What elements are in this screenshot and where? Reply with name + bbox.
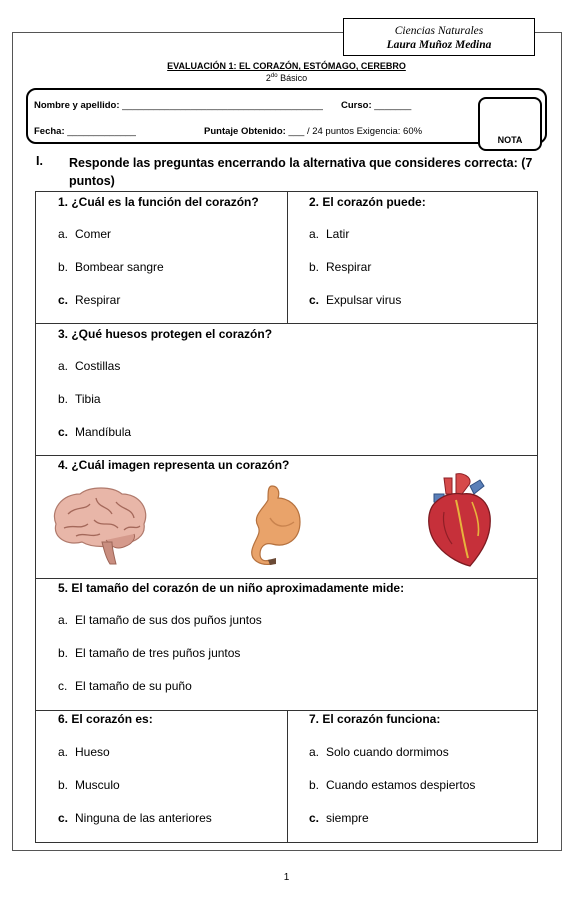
date-line[interactable] [34, 126, 136, 137]
question-1: 1. ¿Cuál es la función del corazón? [58, 195, 259, 209]
name-label: Nombre y apellido: [34, 100, 120, 111]
question-4: 4. ¿Cuál imagen representa un corazón? [58, 458, 290, 472]
question-7: 7. El corazón funciona: [309, 712, 441, 726]
option-5a[interactable]: a. El tamaño de sus dos puños juntos [58, 613, 262, 627]
section-instruction: Responde las preguntas encerrando la alternativa que consideres correcta: (7 puntos) [69, 156, 533, 188]
option-2c[interactable]: c. Expulsar virus [309, 293, 402, 307]
column-divider [287, 192, 288, 323]
row-divider [36, 323, 537, 324]
question-6: 6. El corazón es: [58, 712, 153, 726]
course-blank[interactable]: _______ [371, 100, 412, 111]
student-info-box [26, 88, 547, 144]
option-2a[interactable]: a. Latir [309, 227, 350, 241]
exigencia-value: : 60% [397, 126, 423, 137]
page-number: 1 [283, 872, 290, 883]
brain-icon[interactable] [46, 484, 150, 566]
row-divider [36, 578, 537, 579]
exam-title: EVALUACIÓN 1: EL CORAZÓN, ESTÓMAGO, CEREBRO [167, 61, 406, 71]
score-line[interactable] [204, 126, 422, 137]
question-3: 3. ¿Qué huesos protegen el corazón? [58, 327, 273, 341]
name-line[interactable] [34, 100, 323, 111]
option-7c[interactable]: c. siempre [309, 811, 369, 825]
grade-number: 2 [265, 73, 271, 83]
grade-line [0, 73, 573, 83]
grade-text: Básico [277, 73, 308, 83]
grade-box[interactable] [478, 97, 542, 151]
date-label: Fecha: [34, 126, 65, 137]
score-blank[interactable]: ___ / 24 puntos Exigencia [285, 126, 398, 137]
score-label: Puntaje Obtenido: [204, 126, 286, 137]
stomach-icon[interactable] [242, 482, 312, 566]
option-2b[interactable]: b. Respirar [309, 260, 372, 274]
teacher-name: Laura Muñoz Medina [386, 39, 492, 51]
option-1c[interactable]: c. Respirar [58, 293, 121, 307]
row-divider [36, 455, 537, 456]
option-3b[interactable]: b. Tibia [58, 392, 101, 406]
option-3a[interactable]: a. Costillas [58, 359, 121, 373]
option-6b[interactable]: b. Musculo [58, 778, 120, 792]
subject-name: Ciencias Naturales [394, 25, 484, 37]
option-6c[interactable]: c. Ninguna de las anteriores [58, 811, 212, 825]
option-7a[interactable]: a. Solo cuando dormimos [309, 745, 449, 759]
option-5b[interactable]: b. El tamaño de tres puños juntos [58, 646, 241, 660]
option-7b[interactable]: b. Cuando estamos despiertos [309, 778, 476, 792]
grade-suffix: do [270, 73, 278, 79]
option-5c[interactable]: c. El tamaño de su puño [58, 679, 192, 693]
question-5: 5. El tamaño del corazón de un niño aproximadamente mide: [58, 581, 405, 595]
option-3c[interactable]: c. Mandíbula [58, 425, 132, 439]
course-label: Curso: [341, 100, 372, 111]
heart-icon[interactable] [422, 472, 496, 568]
date-blank[interactable]: _____________ [64, 126, 136, 137]
question-2: 2. El corazón puede: [309, 195, 426, 209]
nota-label: NOTA [497, 135, 523, 145]
course-line[interactable] [341, 100, 411, 111]
section-numeral: I. [36, 154, 43, 168]
option-1b[interactable]: b. Bombear sangre [58, 260, 164, 274]
option-6a[interactable]: a. Hueso [58, 745, 110, 759]
subject-box [343, 18, 535, 56]
option-1a[interactable]: a. Comer [58, 227, 112, 241]
column-divider [287, 710, 288, 843]
questions-table [35, 191, 538, 843]
name-blank[interactable]: ______________________________________ [119, 100, 323, 111]
